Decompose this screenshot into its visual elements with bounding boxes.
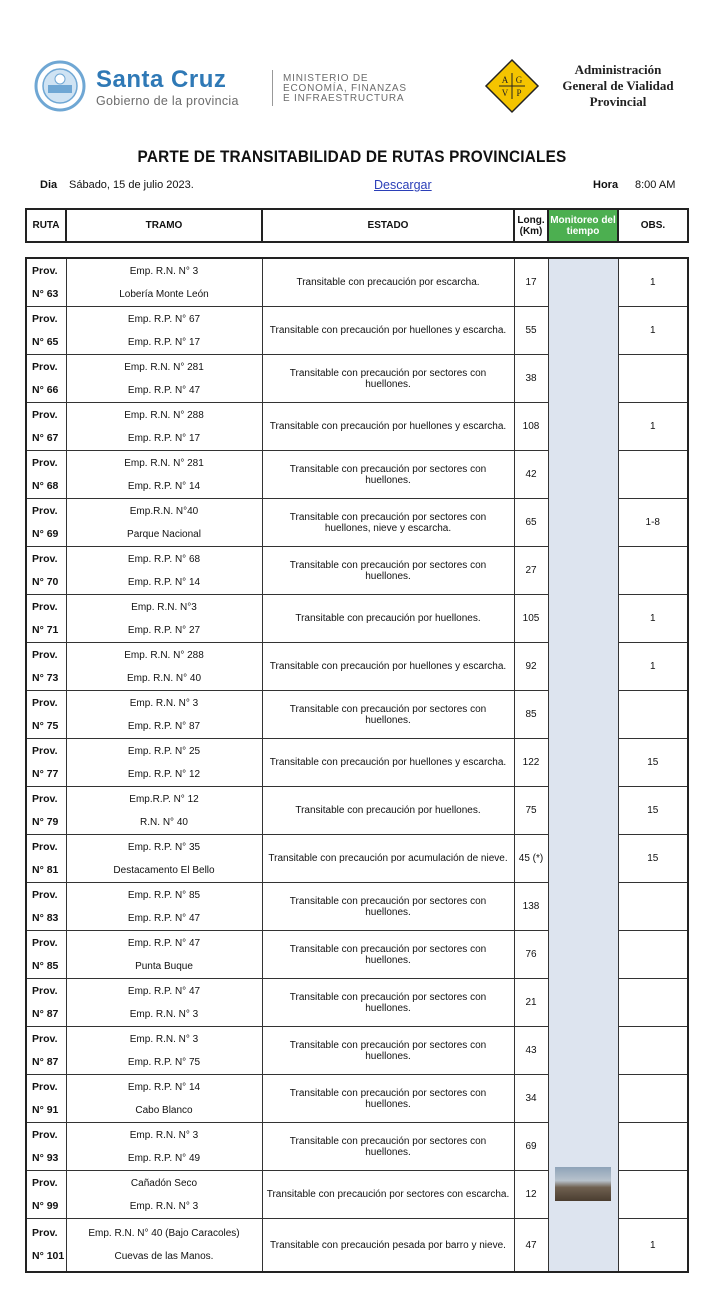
tramo-cell: Cañadón Seco Emp. R.N. N° 3 bbox=[66, 1171, 262, 1219]
tramo-cell: Emp.R.N. N°40 Parque Nacional bbox=[66, 499, 262, 547]
long-cell: 108 bbox=[514, 403, 548, 451]
weather-camera-thumbnail[interactable] bbox=[555, 1167, 611, 1201]
estado-cell: Transitable con precaución por sectores con huellones. bbox=[262, 1075, 514, 1123]
tramo-cell: Emp. R.P. N° 67 Emp. R.P. N° 17 bbox=[66, 307, 262, 355]
ruta-cell: Prov. N° 99 bbox=[26, 1171, 66, 1219]
ruta-cell: Prov. N° 63 bbox=[26, 258, 66, 307]
tramo-cell: Emp. R.N. N° 3 Emp. R.P. N° 87 bbox=[66, 691, 262, 739]
obs-cell bbox=[618, 1123, 688, 1171]
long-cell: 92 bbox=[514, 643, 548, 691]
estado-cell: Transitable con precaución por sectores con huellones. bbox=[262, 1027, 514, 1075]
obs-cell: 1 bbox=[618, 258, 688, 307]
agvp-diamond-logo-icon bbox=[484, 58, 540, 114]
ruta-cell: Prov. N° 87 bbox=[26, 1027, 66, 1075]
table-header bbox=[25, 208, 689, 243]
dia-label: Dia bbox=[40, 179, 58, 191]
long-cell: 12 bbox=[514, 1171, 548, 1219]
ruta-cell: Prov. N° 69 bbox=[26, 499, 66, 547]
obs-cell: 15 bbox=[618, 835, 688, 883]
ruta-cell: Prov. N° 101 bbox=[26, 1219, 66, 1273]
tramo-cell: Emp. R.P. N° 35 Destacamento El Bello bbox=[66, 835, 262, 883]
long-cell: 65 bbox=[514, 499, 548, 547]
estado-cell: Transitable con precaución por sectores con huellones, nieve y escarcha. bbox=[262, 499, 514, 547]
ruta-cell: Prov. N° 73 bbox=[26, 643, 66, 691]
obs-cell: 1 bbox=[618, 403, 688, 451]
long-cell: 138 bbox=[514, 883, 548, 931]
estado-cell: Transitable con precaución por acumulación de nieve. bbox=[262, 835, 514, 883]
long-cell: 38 bbox=[514, 355, 548, 403]
tramo-cell: Emp. R.P. N° 25 Emp. R.P. N° 12 bbox=[66, 739, 262, 787]
header-divider bbox=[272, 70, 273, 106]
estado-cell: Transitable con precaución por huellones y escarcha. bbox=[262, 739, 514, 787]
estado-cell: Transitable con precaución por sectores con huellones. bbox=[262, 883, 514, 931]
tramo-cell: Emp. R.P. N° 68 Emp. R.P. N° 14 bbox=[66, 547, 262, 595]
obs-cell bbox=[618, 547, 688, 595]
tramo-cell: Emp. R.N. N° 3 Emp. R.P. N° 75 bbox=[66, 1027, 262, 1075]
col-estado: ESTADO bbox=[262, 209, 514, 242]
agvp-letter: G bbox=[515, 75, 523, 85]
tramo-cell: Emp. R.N. N° 3 Emp. R.P. N° 49 bbox=[66, 1123, 262, 1171]
tramo-cell: Emp. R.N. N°3 Emp. R.P. N° 27 bbox=[66, 595, 262, 643]
ruta-cell: Prov. N° 77 bbox=[26, 739, 66, 787]
estado-cell: Transitable con precaución por huellones y escarcha. bbox=[262, 643, 514, 691]
obs-cell bbox=[618, 979, 688, 1027]
long-cell: 27 bbox=[514, 547, 548, 595]
obs-cell bbox=[618, 1027, 688, 1075]
hora-label: Hora bbox=[593, 179, 619, 191]
obs-cell: 1 bbox=[618, 595, 688, 643]
long-cell: 47 bbox=[514, 1219, 548, 1273]
estado-cell: Transitable con precaución por sectores con huellones. bbox=[262, 355, 514, 403]
ruta-cell: Prov. N° 87 bbox=[26, 979, 66, 1027]
long-cell: 45 (*) bbox=[514, 835, 548, 883]
page-title: PARTE DE TRANSITABILIDAD DE RUTAS PROVINCIALES bbox=[137, 148, 567, 166]
santa-cruz-emblem-icon bbox=[34, 60, 86, 112]
tramo-cell: Emp.R.P. N° 12 R.N. N° 40 bbox=[66, 787, 262, 835]
tramo-cell: Emp. R.P. N° 85 Emp. R.P. N° 47 bbox=[66, 883, 262, 931]
long-cell: 42 bbox=[514, 451, 548, 499]
obs-cell bbox=[618, 1171, 688, 1219]
obs-cell: 1-8 bbox=[618, 499, 688, 547]
obs-cell bbox=[618, 691, 688, 739]
download-link[interactable]: Descargar bbox=[374, 178, 432, 192]
tramo-cell: Emp. R.P. N° 47 Punta Buque bbox=[66, 931, 262, 979]
agvp-letter: V bbox=[501, 88, 509, 98]
table-row bbox=[26, 258, 688, 307]
estado-cell: Transitable con precaución por huellones y escarcha. bbox=[262, 307, 514, 355]
agvp-letter: A bbox=[501, 75, 509, 85]
santa-cruz-subtitle: Gobierno de la provincia bbox=[96, 94, 239, 108]
ruta-cell: Prov. N° 75 bbox=[26, 691, 66, 739]
obs-cell: 15 bbox=[618, 739, 688, 787]
tramo-cell: Emp. R.N. N° 3 Lobería Monte León bbox=[66, 258, 262, 307]
tramo-cell: Emp. R.N. N° 281 Emp. R.P. N° 47 bbox=[66, 355, 262, 403]
ruta-cell: Prov. N° 83 bbox=[26, 883, 66, 931]
monitoreo-column bbox=[548, 258, 618, 1272]
obs-cell bbox=[618, 931, 688, 979]
ruta-cell: Prov. N° 67 bbox=[26, 403, 66, 451]
long-cell: 34 bbox=[514, 1075, 548, 1123]
obs-cell bbox=[618, 451, 688, 499]
col-long: Long. (Km) bbox=[514, 209, 548, 242]
routes-table bbox=[25, 257, 689, 1273]
estado-cell: Transitable con precaución por sectores con escarcha. bbox=[262, 1171, 514, 1219]
santa-cruz-name: Santa Cruz bbox=[96, 66, 227, 93]
ruta-cell: Prov. N° 81 bbox=[26, 835, 66, 883]
agvp-name: Administración General de Vialidad Provincial bbox=[562, 62, 674, 109]
obs-cell bbox=[618, 355, 688, 403]
long-cell: 21 bbox=[514, 979, 548, 1027]
ruta-cell: Prov. N° 85 bbox=[26, 931, 66, 979]
col-ruta: RUTA bbox=[26, 209, 66, 242]
tramo-cell: Emp. R.P. N° 14 Cabo Blanco bbox=[66, 1075, 262, 1123]
tramo-cell: Emp. R.N. N° 288 Emp. R.P. N° 17 bbox=[66, 403, 262, 451]
long-cell: 17 bbox=[514, 258, 548, 307]
long-cell: 105 bbox=[514, 595, 548, 643]
ruta-cell: Prov. N° 91 bbox=[26, 1075, 66, 1123]
dia-value: Sábado, 15 de julio 2023. bbox=[69, 179, 194, 191]
col-monitoreo: Monitoreo del tiempo bbox=[548, 209, 618, 242]
estado-cell: Transitable con precaución por sectores con huellones. bbox=[262, 1123, 514, 1171]
estado-cell: Transitable con precaución por sectores con huellones. bbox=[262, 691, 514, 739]
estado-cell: Transitable con precaución por huellones y escarcha. bbox=[262, 403, 514, 451]
long-cell: 75 bbox=[514, 787, 548, 835]
ruta-cell: Prov. N° 70 bbox=[26, 547, 66, 595]
tramo-cell: Emp. R.P. N° 47 Emp. R.N. N° 3 bbox=[66, 979, 262, 1027]
estado-cell: Transitable con precaución por sectores con huellones. bbox=[262, 931, 514, 979]
hora-value: 8:00 AM bbox=[635, 179, 676, 191]
long-cell: 43 bbox=[514, 1027, 548, 1075]
estado-cell: Transitable con precaución por sectores con huellones. bbox=[262, 547, 514, 595]
long-cell: 85 bbox=[514, 691, 548, 739]
obs-cell bbox=[618, 883, 688, 931]
long-cell: 55 bbox=[514, 307, 548, 355]
ruta-cell: Prov. N° 71 bbox=[26, 595, 66, 643]
col-tramo: TRAMO bbox=[66, 209, 262, 242]
ruta-cell: Prov. N° 93 bbox=[26, 1123, 66, 1171]
long-cell: 122 bbox=[514, 739, 548, 787]
estado-cell: Transitable con precaución por huellones. bbox=[262, 595, 514, 643]
tramo-cell: Emp. R.N. N° 288 Emp. R.N. N° 40 bbox=[66, 643, 262, 691]
long-cell: 69 bbox=[514, 1123, 548, 1171]
ruta-cell: Prov. N° 65 bbox=[26, 307, 66, 355]
agvp-letter: P bbox=[516, 88, 522, 98]
obs-cell: 15 bbox=[618, 787, 688, 835]
tramo-cell: Emp. R.N. N° 40 (Bajo Caracoles) Cuevas de las Manos. bbox=[66, 1219, 262, 1273]
col-obs: OBS. bbox=[618, 209, 688, 242]
page-header bbox=[0, 0, 704, 130]
obs-cell: 1 bbox=[618, 307, 688, 355]
estado-cell: Transitable con precaución por escarcha. bbox=[262, 258, 514, 307]
estado-cell: Transitable con precaución por huellones. bbox=[262, 787, 514, 835]
ruta-cell: Prov. N° 66 bbox=[26, 355, 66, 403]
estado-cell: Transitable con precaución por sectores con huellones. bbox=[262, 979, 514, 1027]
obs-cell bbox=[618, 1075, 688, 1123]
ministry-name: MINISTERIO DE ECONOMÍA, FINANZAS E INFRAESTRUCTURA bbox=[283, 73, 407, 104]
tramo-cell: Emp. R.N. N° 281 Emp. R.P. N° 14 bbox=[66, 451, 262, 499]
long-cell: 76 bbox=[514, 931, 548, 979]
ruta-cell: Prov. N° 79 bbox=[26, 787, 66, 835]
obs-cell: 1 bbox=[618, 643, 688, 691]
estado-cell: Transitable con precaución pesada por barro y nieve. bbox=[262, 1219, 514, 1273]
estado-cell: Transitable con precaución por sectores con huellones. bbox=[262, 451, 514, 499]
ruta-cell: Prov. N° 68 bbox=[26, 451, 66, 499]
obs-cell: 1 bbox=[618, 1219, 688, 1273]
